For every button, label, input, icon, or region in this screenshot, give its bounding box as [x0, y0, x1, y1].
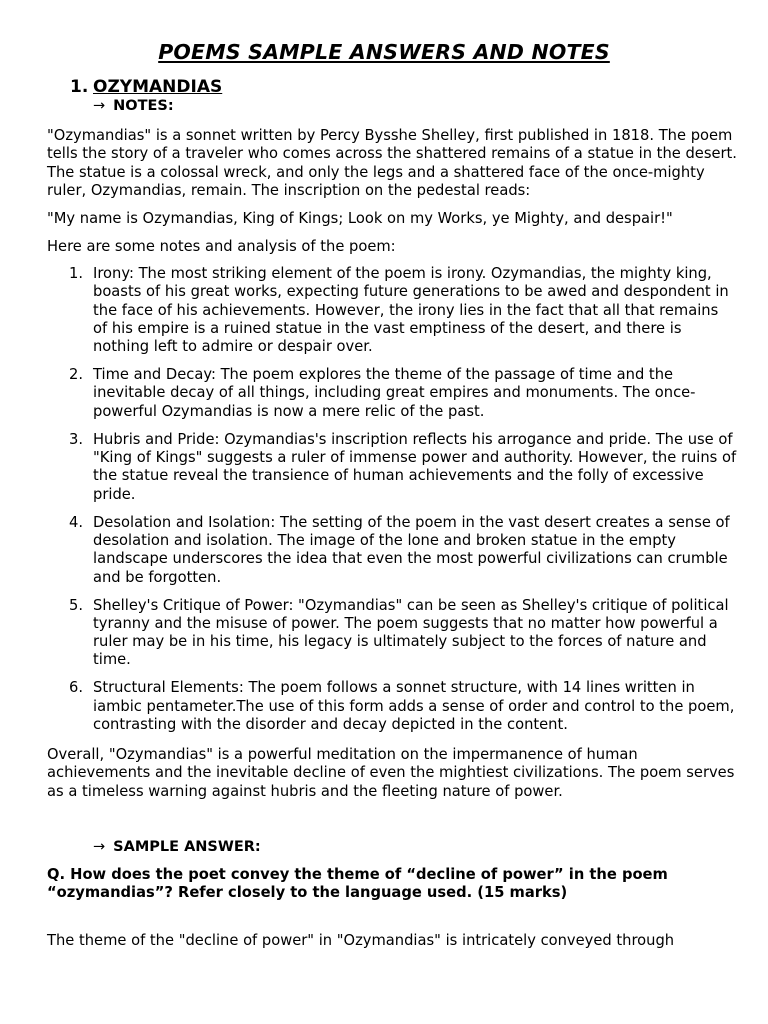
notes-heading-label: NOTES: — [113, 98, 174, 114]
question-text: Q. How does the poet convey the theme of “decline of power” in the poem “ozymandias”? Refer closely to the language used. (15 marks) — [47, 866, 668, 902]
inscription-quote: "My name is Ozymandias, King of Kings; Look on my Works, ye Mighty, and despair!" — [47, 210, 673, 227]
overall-paragraph: Overall, "Ozymandias" is a powerful meditation on the impermanence of human achievements and the inevitable decline of even the mightiest civilizations. The poem serves as a timeless warning against hubris and the fleeting nature of power. — [47, 746, 735, 800]
list-item-number: 4. — [69, 513, 84, 531]
list-item — [47, 597, 737, 670]
list-item — [47, 366, 737, 421]
notes-list — [47, 265, 737, 744]
document-title: POEMS SAMPLE ANSWERS AND NOTES — [158, 40, 610, 64]
list-item-text: Shelley's Critique of Power: "Ozymandias" can be seen as Shelley's critique of political tyranny and the misuse of power. The poem suggests that no matter how powerful a ruler may be in his time, his legacy is ultimately subject to the forces of nature and time. — [93, 596, 729, 669]
list-item-number: 2. — [69, 366, 84, 384]
list-item — [47, 514, 737, 587]
list-item-number: 3. — [69, 430, 84, 448]
list-item-number: 1. — [69, 265, 84, 282]
notes-heading — [93, 98, 174, 114]
list-item-number: 5. — [69, 596, 84, 614]
section-heading — [70, 77, 222, 97]
list-item-text: Desolation and Isolation: The setting of the poem in the vast desert creates a sense of desolation and isolation. The image of the lone and broken statue in the empty landscape underscores the idea that even the most powerful civilizations can crumble and be forgotten. — [93, 513, 730, 586]
list-item — [47, 679, 737, 734]
list-item — [47, 265, 737, 356]
list-item-text: Irony: The most striking element of the poem is irony. Ozymandias, the mighty king, boasts of his great works, expecting future generations to be awed and despondent in the face of his achievements. However, the irony lies in the fact that all that remains of his empire is a ruined statue in the vast emptiness of the desert, and there is nothing left to admire or despair over. — [93, 265, 729, 356]
list-item-number: 6. — [69, 679, 84, 697]
right-arrow-icon: → — [93, 839, 106, 855]
section-number: 1. — [70, 77, 89, 97]
answer-paragraph: The theme of the "decline of power" in "Ozymandias" is intricately conveyed through — [47, 932, 675, 949]
sample-answer-heading-label: SAMPLE ANSWER: — [113, 839, 261, 855]
intro-paragraph: "Ozymandias" is a sonnet written by Percy Bysshe Shelley, first published in 1818. The poem tells the story of a traveler who comes across the shattered remains of a statue in the desert. The statue is a colossal wreck, and only the legs and a shattered face of the once-mighty ruler, Ozymandias, remain. The inscription on the pedestal reads: — [47, 127, 737, 199]
list-item — [47, 431, 737, 504]
list-item-text: Hubris and Pride: Ozymandias's inscription reflects his arrogance and pride. The use of "King of Kings" suggests a ruler of immense power and authority. However, the ruins of the statue reveal the transience of human achievements and the folly of excessive pride. — [93, 430, 737, 503]
right-arrow-icon: → — [93, 98, 106, 114]
list-item-text: Time and Decay: The poem explores the theme of the passage of time and the inevitable decay of all things, including great empires and monuments. The once-powerful Ozymandias is now a mere relic of the past. — [93, 366, 696, 420]
sample-answer-heading — [93, 839, 261, 855]
list-item-text: Structural Elements: The poem follows a sonnet structure, with 14 lines written in iambic pentameter.The use of this form adds a sense of order and control to the poem, contrasting with the disorder and decay depicted in the content. — [93, 679, 735, 733]
analysis-intro: Here are some notes and analysis of the poem: — [47, 238, 396, 255]
section-title: OZYMANDIAS — [93, 77, 223, 97]
